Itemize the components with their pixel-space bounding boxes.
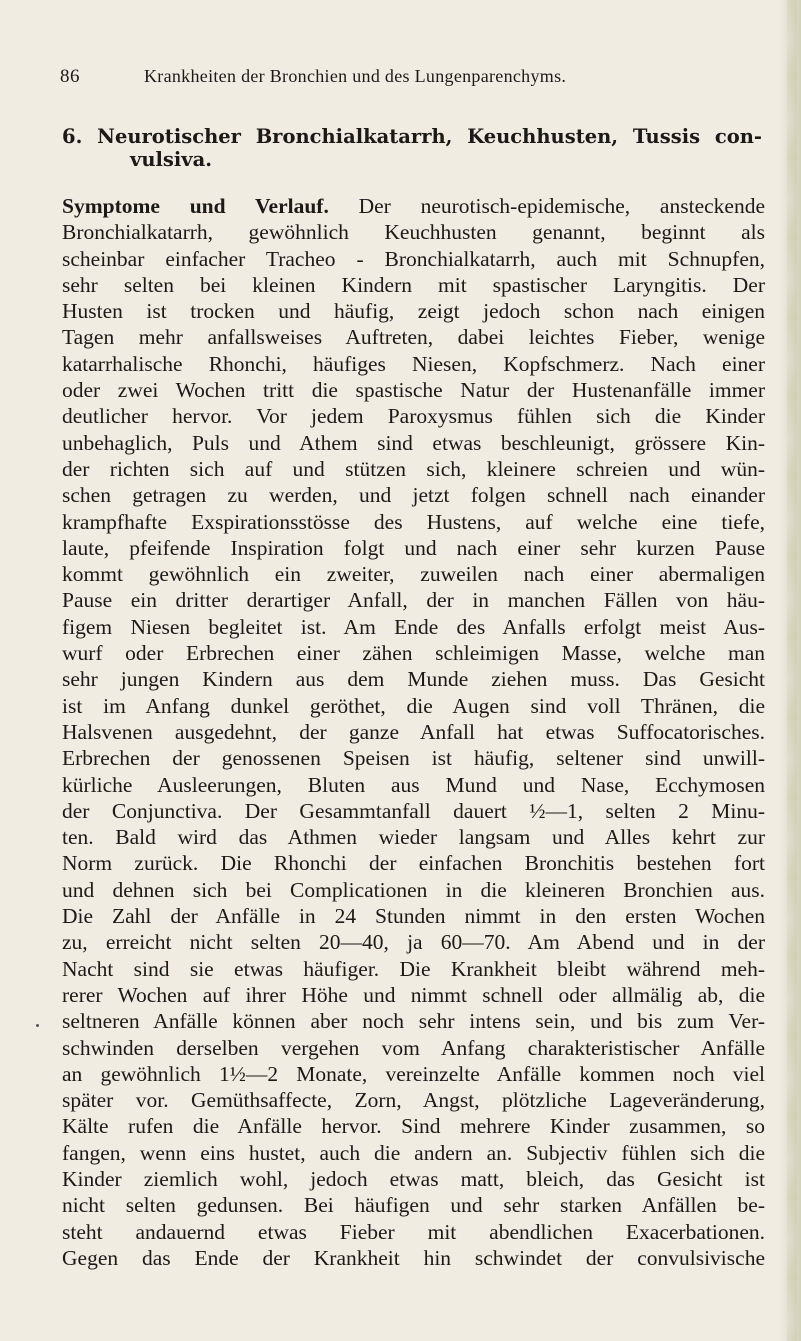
text-line [62,535,765,561]
text-line-content: kommt gewöhnlich ein zweiter, zuweilen nach einer abermaligen [62,562,765,587]
section-title-line-2: vulsiva. [130,148,213,171]
body-text [62,193,765,1271]
text-line-content: rerer Wochen auf ihrer Höhe und nimmt schnell oder allmälig ab, die [62,982,765,1007]
text-line [62,456,765,482]
text-line [62,587,765,613]
text-line-content: kürliche Ausleerungen, Bluten aus Mund und Nase, Ecchymosen [62,772,765,797]
page-shadow [779,0,801,1341]
text-line [62,1219,765,1245]
text-line [62,693,765,719]
text-line [62,430,765,456]
text-line-content: Pause ein dritter derartiger Anfall, der in manchen Fällen von häu- [62,588,765,613]
text-line [62,324,765,350]
text-line-content: Bronchialkatarrh, gewöhnlich Keuchhusten genannt, beginnt als [62,220,765,245]
text-line [62,798,765,824]
text-line [62,850,765,876]
text-line-content: Kälte rufen die Anfälle hervor. Sind mehrere Kinder zusammen, so [62,1114,765,1139]
paragraph-lead: Symptome und Verlauf. [62,194,329,218]
text-line [62,561,765,587]
text-line-content: deutlicher hervor. Vor jedem Paroxysmus fühlen sich die Kinder [62,404,765,429]
text-line-content: Halsvenen ausgedehnt, der ganze Anfall hat etwas Suffocatorisches. [62,719,765,744]
text-line-content: Der neurotisch-epidemische, ansteckende [328,194,765,218]
text-line-content: Tagen mehr anfallsweises Auftreten, dabei leichtes Fieber, wenige [62,325,765,350]
text-line [62,903,765,929]
text-line-content: laute, pfeifende Inspiration folgt und nach einer sehr kurzen Pause [62,535,765,560]
text-line [62,929,765,955]
text-line [62,482,765,508]
text-line [62,509,765,535]
text-line-content: steht andauernd etwas Fieber mit abendlichen Exacerbationen. [62,1219,765,1244]
text-line [62,219,765,245]
text-line-content: Die Zahl der Anfälle in 24 Stunden nimmt in den ersten Wochen [62,904,765,929]
margin-mark [36,1024,39,1027]
text-line [62,351,765,377]
text-line [62,272,765,298]
text-line-content: ist im Anfang dunkel geröthet, die Augen sind voll Thränen, die [62,693,765,718]
text-line [62,877,765,903]
text-line-content: ten. Bald wird das Athmen wieder langsam und Alles kehrt zur [62,825,765,850]
text-line-content: unbehaglich, Puls und Athem sind etwas beschleunigt, grössere Kin- [62,430,765,455]
text-line-content: oder zwei Wochen tritt die spastische Natur der Hustenanfälle immer [62,378,765,403]
text-line [62,956,765,982]
text-line [62,772,765,798]
text-line [62,614,765,640]
text-line [62,824,765,850]
text-line-content: fangen, wenn eins hustet, auch die andern an. Subjectiv fühlen sich die [62,1140,765,1165]
text-line [62,1113,765,1139]
text-line-content: nicht selten gedunsen. Bei häufigen und sehr starken Anfällen be- [62,1193,765,1218]
text-line-content: seltneren Anfälle können aber noch sehr intens sein, und bis zum Ver- [62,1009,765,1034]
text-line-content: zu, erreicht nicht selten 20—40, ja 60—70. Am Abend und in der [62,930,765,955]
text-line [62,1140,765,1166]
text-line-content: figem Niesen begleitet ist. Am Ende des Anfalls erfolgt meist Aus- [62,614,765,639]
text-line [62,1192,765,1218]
page-header [60,66,760,94]
text-line [62,1061,765,1087]
text-line [62,982,765,1008]
text-line-content: scheinbar einfacher Tracheo - Bronchialkatarrh, auch mit Schnupfen, [62,246,765,271]
text-line [62,640,765,666]
section-title [62,125,762,171]
text-line-content: Husten ist trocken und häufig, zeigt jedoch schon nach einigen [62,299,765,324]
text-line-content: Kinder ziemlich wohl, jedoch etwas matt, bleich, das Gesicht ist [62,1166,765,1191]
text-line-content: an gewöhnlich 1½—2 Monate, vereinzelte Anfälle kommen noch viel [62,1061,765,1086]
text-line [62,1008,765,1034]
text-line-content: sehr selten bei kleinen Kindern mit spastischer Laryngitis. Der [62,272,765,297]
text-line [62,719,765,745]
text-line-content: schen getragen zu werden, und jetzt folgen schnell nach einander [62,483,765,508]
text-line [62,666,765,692]
page-number: 86 [60,66,80,87]
text-line-content: später vor. Gemüthsaffecte, Zorn, Angst, plötzliche Lageveränderung, [62,1088,765,1113]
text-line-content: und dehnen sich bei Complicationen in die kleineren Bronchien aus. [62,877,765,902]
text-line [62,298,765,324]
text-line-content: wurf oder Erbrechen einer zähen schleimigen Masse, welche man [62,641,765,666]
text-line-content: Norm zurück. Die Rhonchi der einfachen Bronchitis bestehen fort [62,851,765,876]
text-line-content: Nacht sind sie etwas häufiger. Die Krankheit bleibt während meh- [62,956,765,981]
text-line [62,403,765,429]
text-line-content: der richten sich auf und stützen sich, kleinere schreien und wün- [62,456,765,481]
text-line-content: sehr jungen Kindern aus dem Munde ziehen muss. Das Gesicht [62,667,765,692]
text-line [62,1035,765,1061]
text-line [62,1087,765,1113]
text-line-content: krampfhafte Exspirationsstösse des Hustens, auf welche eine tiefe, [62,509,765,534]
text-line [62,377,765,403]
text-line [62,246,765,272]
text-line-content: Gegen das Ende der Krankheit hin schwindet der convulsivische [62,1245,765,1270]
section-title-line-1: 6. Neurotischer Bronchialkatarrh, Keuchhusten, Tussis con- [62,125,762,148]
text-line-content: der Conjunctiva. Der Gesammtanfall dauert ½—1, selten 2 Minu- [62,798,765,823]
text-line [62,1166,765,1192]
text-line-content: katarrhalische Rhonchi, häufiges Niesen, Kopfschmerz. Nach einer [62,351,765,376]
text-line [62,745,765,771]
text-line [62,1245,765,1271]
text-line-content: Erbrechen der genossenen Speisen ist häufig, seltener sind unwill- [62,746,765,771]
text-line-content: schwinden derselben vergehen vom Anfang charakteristischer Anfälle [62,1035,765,1060]
text-line [62,193,765,219]
running-head: Krankheiten der Bronchien und des Lungenparenchyms. [144,66,567,86]
